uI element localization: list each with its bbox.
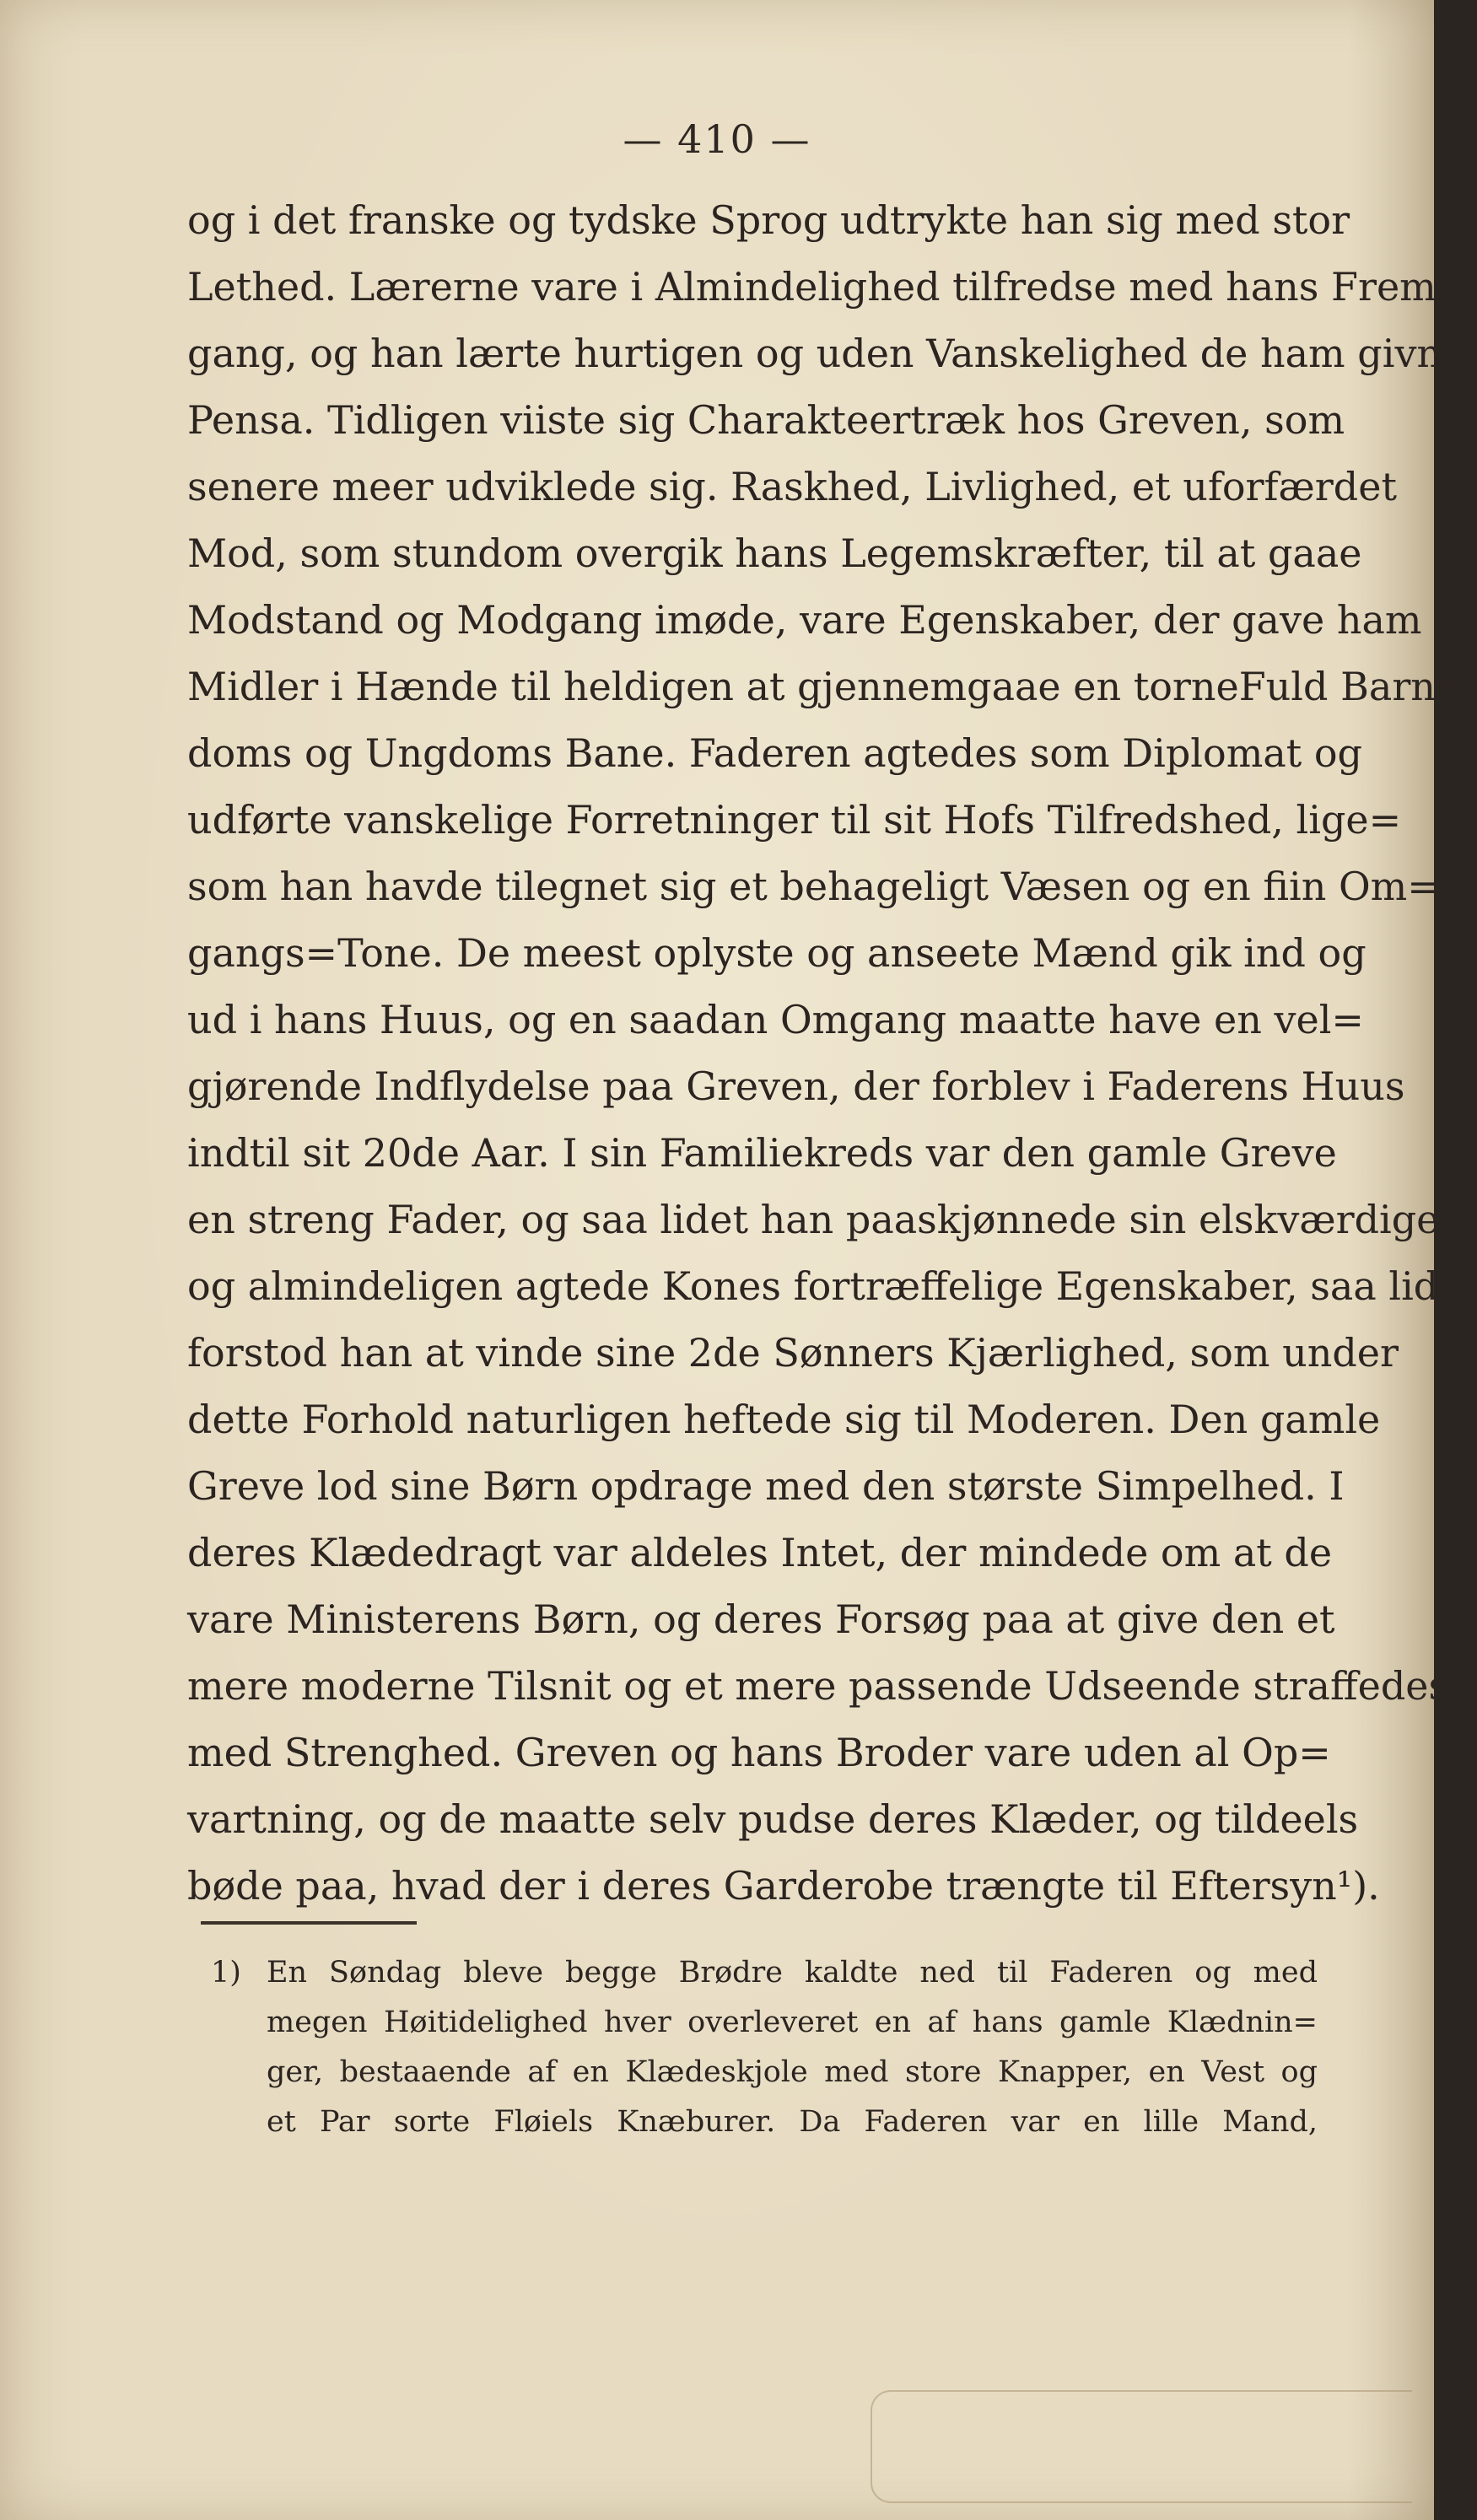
- text-line: vartning, og de maatte selv pudse deres Klæder, og tildeels: [187, 1796, 1359, 1842]
- text-line: som han havde tilegnet sig et behageligt Væsen og en fiin Om=: [187, 864, 1440, 909]
- text-line: deres Klædedragt var aldeles Intet, der mindede om at de: [187, 1530, 1333, 1575]
- text-line: Lethed. Lærerne vare i Almindelighed tilfredse med hans Frem=: [187, 264, 1469, 310]
- text-line: gjørende Indflydelse paa Greven, der forblev i Faderens Huus: [187, 1063, 1405, 1109]
- text-line: mere moderne Tilsnit og et mere passende Udseende straffedes: [187, 1663, 1449, 1709]
- footnote-line: megen Høitidelighed hver overleveret en af hans gamle Klædnin=: [267, 2006, 1318, 2039]
- footnote-line: et Par sorte Fløiels Knæburer. Da Faderen var en lille Mand,: [267, 2105, 1318, 2139]
- text-line: Pensa. Tidligen viiste sig Charakteertræk hos Greven, som: [187, 397, 1345, 443]
- text-line: udførte vanskelige Forretninger til sit Hofs Tilfredshed, lige=: [187, 797, 1402, 843]
- text-line: og almindeligen agtede Kones fortræffelige Egenskaber, saa lidet: [187, 1263, 1477, 1309]
- text-line: senere meer udviklede sig. Raskhed, Livlighed, et uforfærdet: [187, 464, 1397, 509]
- text-line: en streng Fader, og saa lidet han paaskjønnede sin elskværdige: [187, 1197, 1440, 1242]
- text-line: dette Forhold naturligen heftede sig til Moderen. Den gamle: [187, 1397, 1381, 1442]
- text-line: indtil sit 20de Aar. I sin Familiekreds var den gamle Greve: [187, 1130, 1337, 1176]
- text-line: doms og Ungdoms Bane. Faderen agtedes som Diplomat og: [187, 730, 1363, 776]
- page-number: — 410 —: [623, 116, 811, 162]
- footnote-text: En Søndag bleve begge Brødre kaldte ned til Faderen og med: [267, 1956, 1318, 1990]
- faint-stamp-outline: [871, 2390, 1412, 2503]
- text-line: Greve lod sine Børn opdrage med den største Simpelhed. I: [187, 1463, 1345, 1509]
- text-line: Mod, som stundom overgik hans Legemskræfter, til at gaae: [187, 530, 1362, 576]
- text-line: og i det franske og tydske Sprog udtrykte han sig med stor: [187, 197, 1350, 243]
- text-line: gang, og han lærte hurtigen og uden Vanskelighed de ham givne: [187, 331, 1465, 376]
- footnote-line: ger, bestaaende af en Klædeskjole med store Knapper, en Vest og: [267, 2055, 1318, 2089]
- footnote-marker: 1): [211, 1956, 241, 1990]
- text-line: gangs=Tone. De meest oplyste og anseete Mænd gik ind og: [187, 930, 1366, 976]
- text-line: ud i hans Huus, og en saadan Omgang maatte have en vel=: [187, 997, 1364, 1042]
- text-line: vare Ministerens Børn, og deres Forsøg paa at give den et: [187, 1597, 1335, 1642]
- text-line: Modstand og Modgang imøde, vare Egenskaber, der gave ham: [187, 597, 1422, 643]
- footnote: [211, 1948, 1318, 2147]
- body-text: [187, 187, 1477, 1920]
- footnote-divider: [201, 1921, 417, 1925]
- text-line: bøde paa, hvad der i deres Garderobe trængte til Eftersyn¹).: [187, 1863, 1380, 1909]
- text-line: forstod han at vinde sine 2de Sønners Kjærlighed, som under: [187, 1330, 1399, 1376]
- text-line: Midler i Hænde til heldigen at gjennemgaae en torneFuld Barn=: [187, 664, 1469, 709]
- text-line: med Strenghed. Greven og hans Broder vare uden al Op=: [187, 1730, 1331, 1775]
- footnote-line: [211, 1948, 1318, 1998]
